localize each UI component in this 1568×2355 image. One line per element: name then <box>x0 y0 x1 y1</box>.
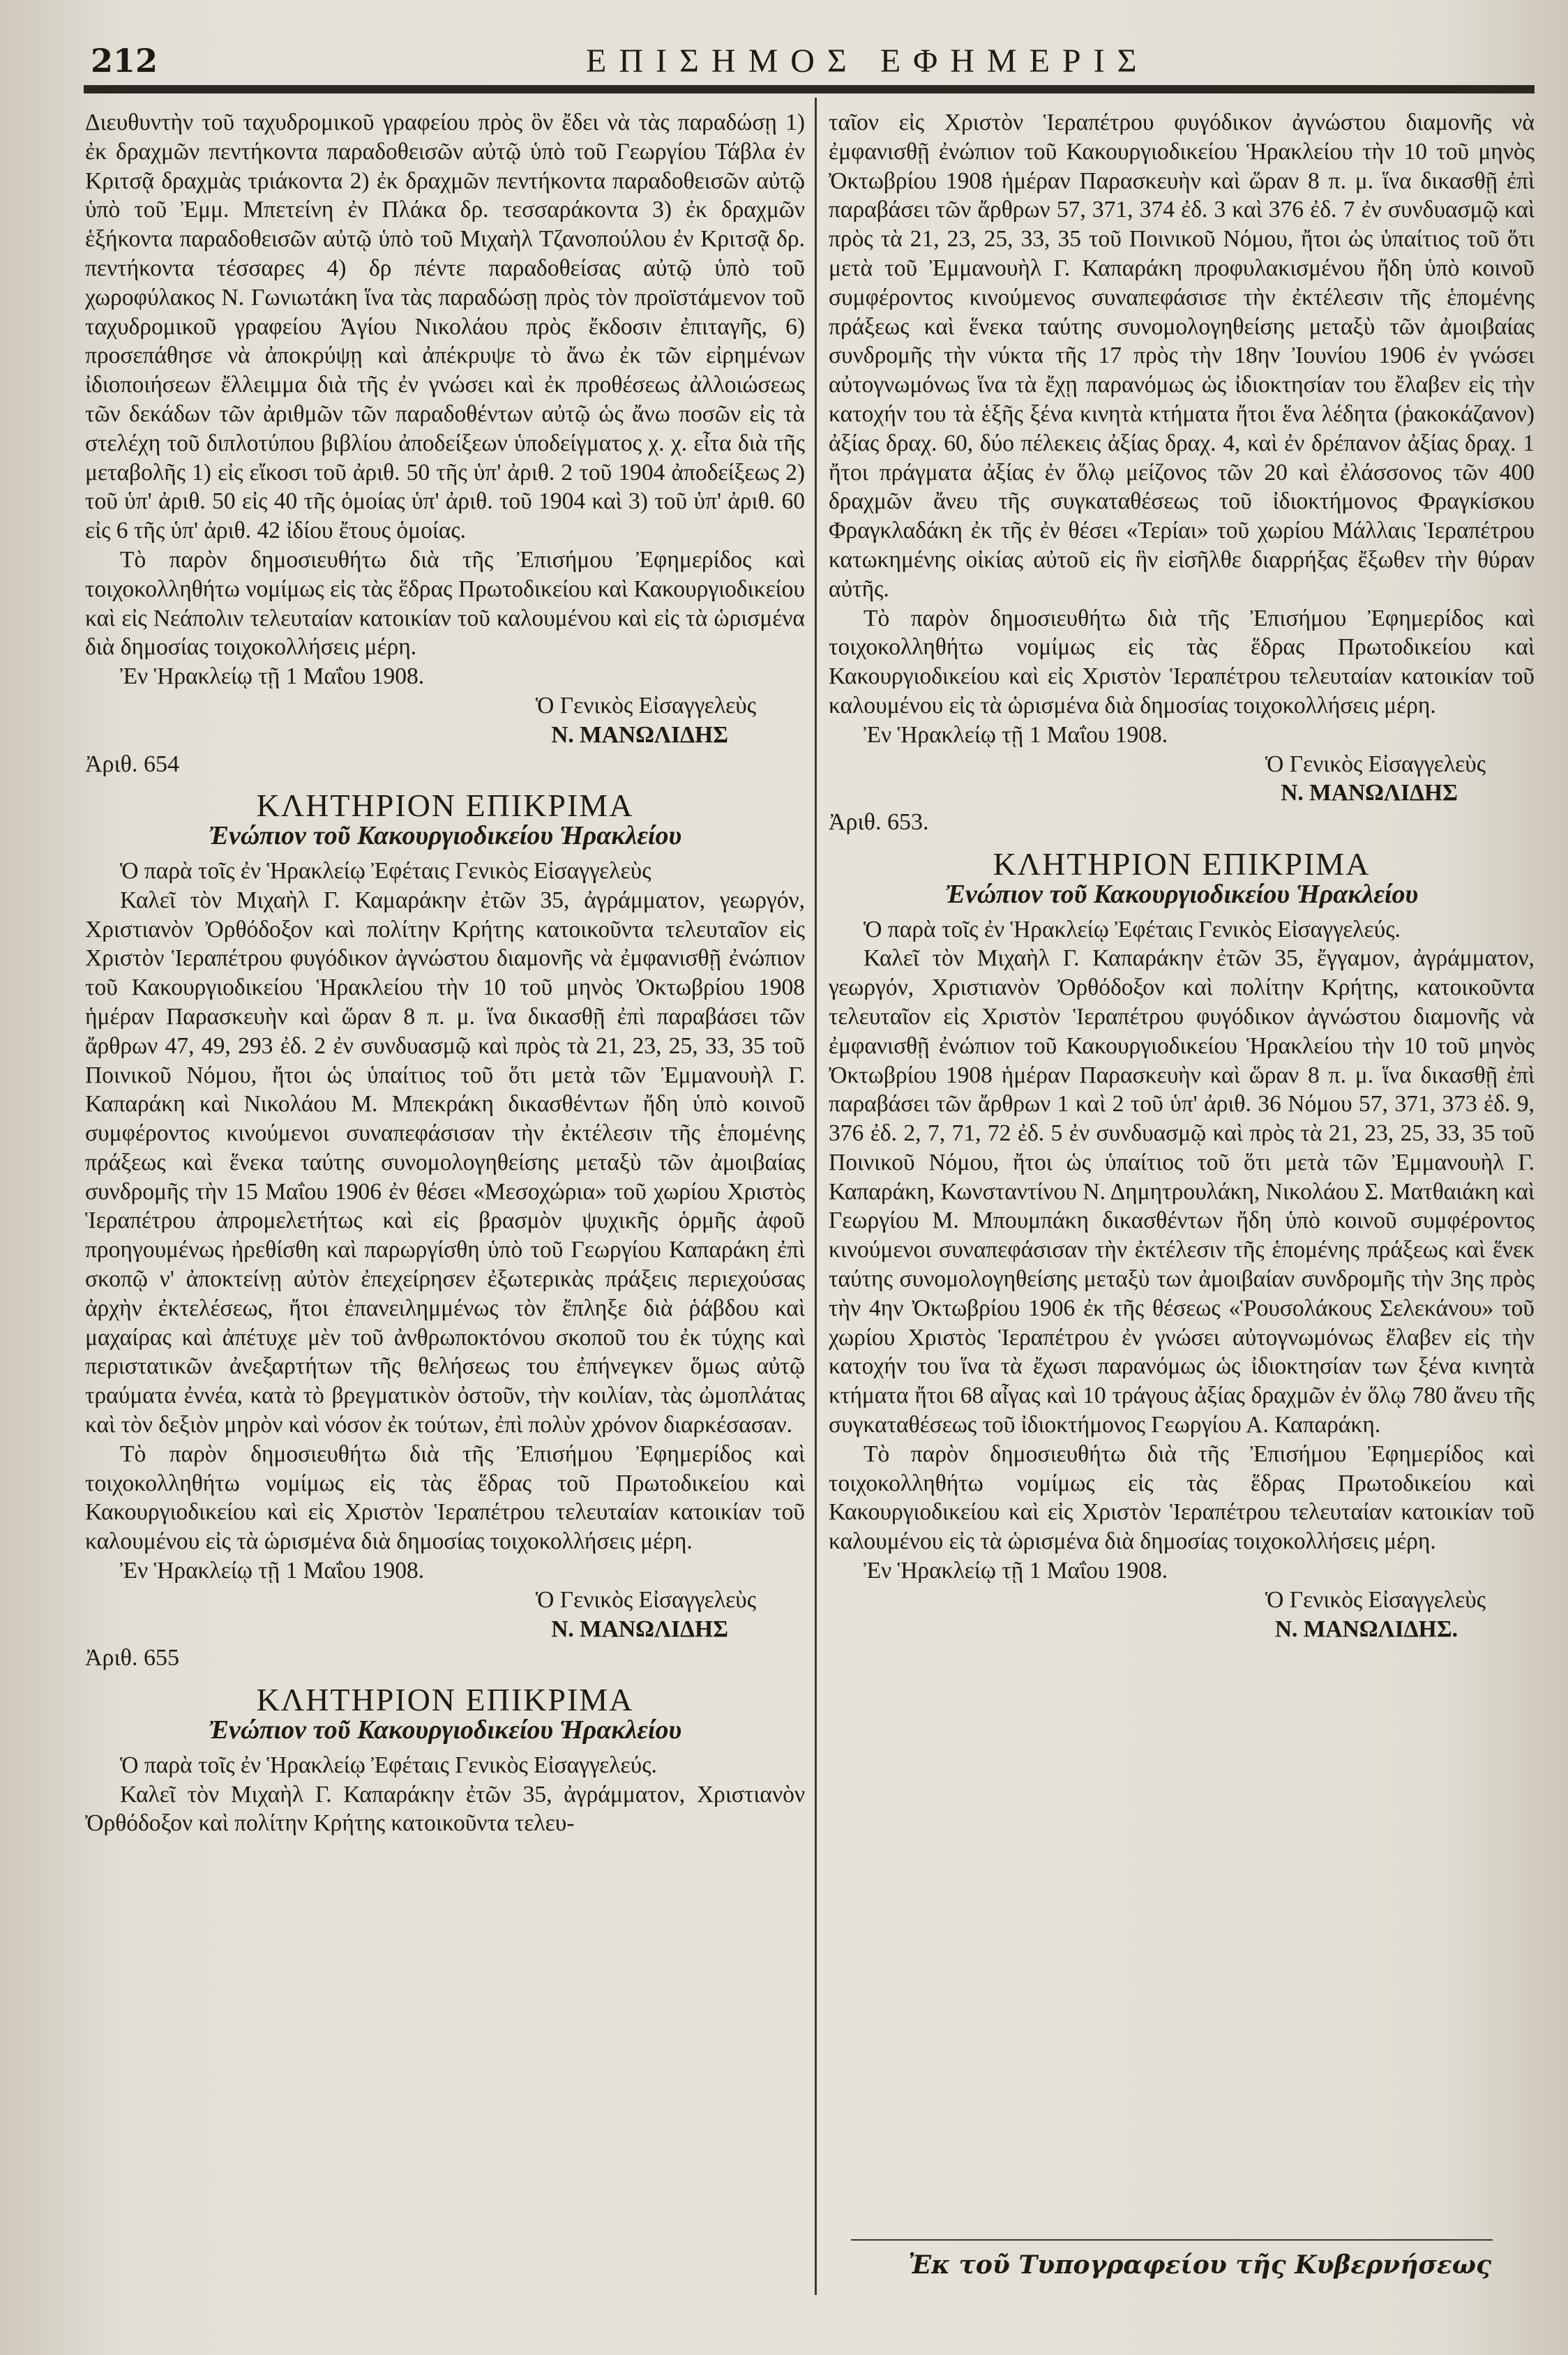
printer-imprint: Ἐκ τοῦ Τυπογραφείου τῆς Κυβερνήσεως <box>908 2250 1491 2280</box>
right-notice-number-653: Ἀριθ. 653. <box>829 809 929 836</box>
right-signature-name-2: Ν. ΜΑΝΩΛΙΔΗΣ. <box>1274 1616 1458 1642</box>
page-header <box>84 28 1521 84</box>
left-column <box>85 108 805 1838</box>
left-signature-name-2: Ν. ΜΑΝΩΛΙΔΗΣ <box>551 1616 728 1642</box>
right-publish-notice-1: Τὸ παρὸν δημοσιευθήτω διὰ τῆς Ἐπισήμου Ἐφημερίδος καὶ τοιχοκολληθήτω νομίμως εἰς τὰς ἕδρας Πρωτοδικείου καὶ Κακουργιοδικείου καὶ εἰς Χριστὸν Ἱεραπέτρου τελευταίαν κατοικίαν τοῦ καλουμένου εἰς τὰ ὡρισμένα διὰ δημοσίας τοιχοκολλήσεις μέρη. <box>829 605 1535 718</box>
right-column <box>829 108 1535 1643</box>
left-court-654: Ἐνώπιον τοῦ Κακουργιοδικείου Ἡρακλείου <box>208 821 682 851</box>
left-notice-heading-655: ΚΛΗΤΗΡΙΟΝ ΕΠΙΚΡΙΜΑ <box>256 1682 634 1718</box>
left-place-date-1: Ἐν Ἡρακλείῳ τῇ 1 Μαΐου 1908. <box>120 663 425 690</box>
left-place-date-2: Ἐν Ἡρακλείῳ τῇ 1 Μαΐου 1908. <box>120 1558 425 1584</box>
left-publish-notice-1: Τὸ παρὸν δημοσιευθήτω διὰ τῆς Ἐπισήμου Ἐφημερίδος καὶ τοιχοκολληθήτω νομίμως εἰς τὰς ἕδρας Πρωτοδικείου καὶ Κακουργιοδικείου καὶ εἰς Νεάπολιν τελευταίαν κατοικίαν τοῦ καλουμένου καὶ εἰς τὰ ὡρισμένα διὰ δημοσίας τοιχοκολλήσεις μέρη. <box>85 546 805 661</box>
left-body-654: Καλεῖ τὸν Μιχαὴλ Γ. Καμαράκην ἐτῶν 35, ἀγράμματον, γεωργόν, Χριστιανὸν Ὀρθόδοξον καὶ πολίτην Κρήτης κατοικοῦντα τελευταῖον εἰς Χριστὸν Ἱεραπέτρου φυγόδικον ἀγνώστου διαμονῆς νὰ ἐμφανισθῇ ἐνώπιον τοῦ Κακουργιοδικείου Ἡρακλείου τὴν 10 τοῦ μηνὸς Ὀκτωβρίου 1908 ἡμέραν Παρασκευὴν καὶ ὥραν 8 π. μ. ἵνα δικασθῇ ἐπὶ παραβάσει τῶν ἄρθρων 47, 49, 293 ἐδ. 2 ἐν συνδυασμῷ καὶ πρὸς τὰ 21, 23, 25, 33, 35 τοῦ Ποινικοῦ Νόμου, ἤτοι ὡς ὑπαίτιος τοῦ ὅτι μετὰ τῶν Ἐμμανουὴλ Γ. Καπαράκη καὶ Νικολάου Μ. Μπεκράκη δικασθέντων ἤδη ὑπὸ κοινοῦ συμφέροντος κινούμενοι συναπεφάσισαν τὴν ἐκτέλεσιν τῆς ἑπομένης πράξεως καὶ ἕνεκα ταύτης συνομολογηθείσης μεταξὺ τῶν ἀμοιβαίας συνδρομῆς τὴν 15 Μαΐου 1906 ἐν θέσει «Μεσοχώρια» τοῦ χωρίου Χριστὸς Ἱεραπέτρου ἀπρομελετήτως καὶ εἰς βρασμὸν ψυχικῆς ὁρμῆς ἀφοῦ προηγουμένως ἠρεθίσθη καὶ παρωργίσθη ὑπὸ τοῦ Γεωργίου Καπαράκη ἐπὶ σκοπῷ ν' ἀποκτείνῃ αὐτὸν ἐπεχείρησεν ἐξωτερικὰς πράξεις περιεχούσας ἀρχὴν ἐκτελέσεως, ἤτοι ἐπανειλημμένως τὸν ἔπληξε διὰ ῥάβδου καὶ μαχαίρας καὶ ἀπέτυχε μὲν τοῦ ἀνθρωποκτόνου σκοποῦ του ἐκ τύχης καὶ περιστατικῶν ἀνεξαρτήτων τῆς θελήσεως του ἐπήνεγκεν ὅμως αὐτῷ τραύματα ἐννέα, κατὰ τὸ βρεγματικὸν ὀστοῦν, τὴν κοιλίαν, τὰς ὠμοπλάτας καὶ τὸν δεξιὸν μηρὸν καὶ νόσον ἐκ τούτων, ἐπὶ πολὺν χρόνον διαρκέσασαν. <box>85 887 805 1438</box>
left-notice-number-654: Ἀριθ. 654 <box>85 751 179 777</box>
column-divider <box>815 98 817 2295</box>
left-signature-role-2: Ὁ Γενικὸς Εἰσαγγελεὺς <box>535 1586 756 1613</box>
right-signature-role-1: Ὁ Γενικὸς Εἰσαγγελεὺς <box>1265 751 1486 777</box>
right-continuation-paragraph: ταῖον εἰς Χριστὸν Ἱεραπέτρου φυγόδικον ἀγνώστου διαμονῆς νὰ ἐμφανισθῇ ἐνώπιον τοῦ Κακουργιοδικείου Ἡρακλείου τὴν 10 τοῦ μηνὸς Ὀκτωβρίου 1908 ἡμέραν Παρασκευὴν καὶ ὥραν 8 π. μ. ἵνα δικασθῇ ἐπὶ παραβάσει τῶν ἄρθρων 57, 371, 374 ἐδ. 3 καὶ 376 ἐδ. 7 ἐν συνδυασμῷ καὶ πρὸς τὰ 21, 23, 25, 33, 35 τοῦ Ποινικοῦ Νόμου, ἤτοι ὡς ὑπαίτιος τοῦ ὅτι μετὰ τοῦ Ἐμμανουὴλ Γ. Καπαράκη προφυλακισμένου ἤδη ὑπὸ κοινοῦ συμφέροντος κινούμενος συναπεφάσισε τὴν ἐκτέλεσιν τῆς ἑπομένης πράξεως καὶ ἕνεκα ταύτης συνομολογηθείσης μεταξὺ τῶν ἀμοιβαίας συνδρομῆς τὴν νύκτα τῆς 17 πρὸς τὴν 18ην Ἰουνίου 1906 ἐν γνώσει αὐτογνωμόνως ἵνα τὰ ἔχῃ παρανόμως ὡς ἰδιοκτησίαν του ἔλαβεν εἰς τὴν κατοχήν του τὰ ἑξῆς ξένα κινητὰ κτήματα ἤτοι ἕνα λέδητα (ῥακοκάζανον) ἀξίας δραχ. 60, δύο πέλεκεις ἀξίας δραχ. 4, καὶ ἐν δρέπανον ἀξίας δραχ. 1 ἤτοι πράγματα ἀξίας ἐν ὅλῳ μείζονος τῶν 20 καὶ ἐλάσσονος τῶν 400 δραχμῶν ἄνευ τῆς συγκαταθέσεως τοῦ ἰδιοκτήμονος Φραγκίσκου Φραγκλαδάκη ἐκ τῆς ἐν θέσει «Τερίαι» τοῦ χωρίου Μάλλαις Ἱεραπέτρου κατωκημένης οἰκίας αὐτοῦ εἰς ἣν εἰσῆλθε διαρρήξας ἔξωθεν τὴν θύραν αὐτῆς. <box>829 110 1535 602</box>
left-publish-notice-2: Τὸ παρὸν δημοσιευθήτω διὰ τῆς Ἐπισήμου Ἐφημερίδος καὶ τοιχοκολληθήτω νομίμως εἰς τὰς ἕδρας τοῦ Πρωτοδικείου καὶ Κακουργιοδικείου καὶ εἰς Χριστὸν Ἱεραπέτρου τελευταίαν κατοικίαν τοῦ καλουμένου εἰς τὰ ὡρισμένα διὰ δημοσίας τοιχοκολλήσεις μέρη. <box>85 1440 805 1555</box>
right-body-653: Καλεῖ τὸν Μιχαὴλ Γ. Καπαράκην ἐτῶν 35, ἔγγαμον, ἀγράμματον, γεωργόν, Χριστιανὸν Ὀρθόδοξον καὶ πολίτην Κρήτης, κατοικοῦντα τελευταῖον εἰς Χριστὸν Ἱεραπέτρου φυγόδικον ἀγνώστου διαμονῆς νὰ ἐμφανισθῇ ἐνώπιον τοῦ Κακουργιοδικείου Ἡρακλείου τὴν 10 τοῦ μηνὸς Ὀκτωβρίου 1908 ἡμέραν Παρασκευὴν καὶ ὥραν 8 π. μ. ἵνα δικασθῇ ἐπὶ παραβάσει τῶν ἄρθρων 1 καὶ 2 τοῦ ὑπ' ἀριθ. 36 Νόμου 57, 371, 373 ἐδ. 9, 376 ἐδ. 2, 7, 71, 72 ἐδ. 5 ἐν συνδυασμῷ καὶ πρὸς τὰ 21, 23, 25, 33, 35 τοῦ Ποινικοῦ Νόμου, ἤτοι ὡς ὑπαίτιος τοῦ ὅτι μετὰ τῶν Ἐμμανουὴλ Γ. Καπαράκη, Κωνσταντίνου Ν. Δημητρουλάκη, Νικολάου Σ. Ματθαιάκη καὶ Γεωργίου Μ. Μπουμπάκη δικασθέντων ἤδη ὑπὸ κοινοῦ συμφέροντος κινούμενοι συναπεφάσισαν τὴν ἐκτέλεσιν τῆς ἑπομένης πράξεως καὶ ἕνεκ ταύτης συνομολογηθείσης μεταξὺ των ἀμοιβαίαν συνδρομῆς τὴν 3ης πρὸς τὴν 4ην Ὀκτωβρίου 1906 ἐκ τῆς θέσεως «Ῥουσολάκους Σελεκάνου» τοῦ χωρίου Χριστὸς Ἱεραπέτρου ἐν γνώσει αὐτογνωμόνως ἔλαβεν εἰς τὴν κατοχήν του ἵνα τὰ ἔχωσι παρανόμως ὡς ἰδιοκτησίαν των ξένα κινητὰ κτήματα ἤτοι 68 αἶγας καὶ 10 τράγους ἀξίας δραχμῶν ἐν ὅλῳ 780 ἄνευ τῆς συγκαταθέσεως τοῦ ἰδιοκτήμονος Γεωργίου Α. Καπαράκη. <box>829 945 1535 1438</box>
left-notice-heading-654: ΚΛΗΤΗΡΙΟΝ ΕΠΙΚΡΙΜΑ <box>256 788 634 824</box>
right-place-date-2: Ἐν Ἡρακλείῳ τῇ 1 Μαΐου 1908. <box>864 1558 1168 1584</box>
left-intro-paragraph: Διευθυντὴν τοῦ ταχυδρομικοῦ γραφείου πρὸς ὃν ἔδει νὰ τὰς παραδώσῃ 1) ἐκ δραχμῶν πεντήκοντα παραδοθεισῶν αὐτῷ ὑπὸ τοῦ Γεωργίου Τάβλα ἐν Κριτσᾷ δραχμὰς τριάκοντα 2) ἐκ δραχμῶν πεντήκοντα παραδοθεισῶν αὐτῷ ὑπὸ τοῦ Ἐμμ. Μπετείνη ἐν Πλάκα δρ. τεσσαράκοντα 3) ἐκ δραχμῶν ἑξήκοντα παραδοθεισῶν αὐτῷ ὑπὸ τοῦ Μιχαὴλ Τζανοπούλου ἐν Κριτσᾷ δρ. πεντήκοντα τέσσαρες 4) δρ πέντε παραδοθείσας αὐτῷ ὑπὸ τοῦ χωροφύλακος Ν. Γωνιωτάκη ἵνα τὰς παραδώσῃ πρὸς τὸν προϊστάμενον τοῦ ταχυδρομικοῦ γραφείου Ἁγίου Νικολάου πρὸς ἔκδοσιν ἐπιταγῆς, 6) προσεπάθησε νὰ ἀποκρύψῃ καὶ ἀπέκρυψε τὸ ἄνω ἐκ τῶν εἰρημένων ἰδιοποιήσεων ἔλλειμμα διὰ τῆς ἐν γνώσει καὶ ἐκ προθέσεως ἀλλοιώσεως τῶν δεκάδων τῶν ἀριθμῶν τῶν παραδοθέντων αὐτῷ ὡς ἄνω ποσῶν εἰς τὰ στελέχη τοῦ διπλοτύπου βιβλίου ἀποδείξεων ὑποδείγματος χ. χ. εἶτα διὰ τῆς μεταβολῆς 1) εἰς εἴκοσι τοῦ ἀριθ. 50 τῆς ὑπ' ἀριθ. 2 τοῦ 1904 ἀποδείξεως 2) τοῦ ὑπ' ἀριθ. 50 εἰς 40 τῆς ὁμοίας ὑπ' ἀριθ. τοῦ 1904 καὶ 3) τοῦ ὑπ' ἀριθ. 60 εἰς 6 τῆς ὑπ' ἀριθ. 42 ἰδίου ἔτους ὁμοίας. <box>85 110 805 544</box>
left-court-655: Ἐνώπιον τοῦ Κακουργιοδικείου Ἡρακλείου <box>208 1715 682 1745</box>
left-issuer-654: Ὁ παρὰ τοῖς ἐν Ἡρακλείῳ Ἐφέταις Γενικὸς Εἰσαγγελεὺς <box>120 857 651 884</box>
journal-title: ΕΠΙΣΗΜΟΣ ΕΦΗΜΕΡΙΣ <box>586 43 1149 80</box>
right-publish-notice-2: Τὸ παρὸν δημοσιευθήτω διὰ τῆς Ἐπισήμου Ἐφημερίδος καὶ τοιχοκολληθήτω νομίμως εἰς τὰς ἕδρας Πρωτοδικείου καὶ Κακουργιοδικείου καὶ εἰς Χριστὸν Ἱεραπέτρου τελευταίαν κατοικίαν τοῦ καλουμένου εἰς τὰ ὡρισμένα διὰ δημοσίας τοιχοκολλήσεις μέρη. <box>829 1440 1535 1555</box>
left-signature-name-1: Ν. ΜΑΝΩΛΙΔΗΣ <box>551 721 728 748</box>
right-signature-name-1: Ν. ΜΑΝΩΛΙΔΗΣ <box>1281 780 1458 806</box>
header-rule <box>84 85 1535 93</box>
right-notice-heading-653: ΚΛΗΤΗΡΙΟΝ ΕΠΙΚΡΙΜΑ <box>993 845 1371 882</box>
right-place-date-1: Ἐν Ἡρακλείῳ τῇ 1 Μαΐου 1908. <box>864 721 1168 748</box>
left-notice-number-655: Ἀριθ. 655 <box>85 1645 179 1671</box>
left-body-655: Καλεῖ τὸν Μιχαὴλ Γ. Καπαράκην ἐτῶν 35, ἀγράμματον, Χριστιανὸν Ὀρθόδοξον καὶ πολίτην Κρήτης κατοικοῦντα τελευ- <box>85 1781 805 1837</box>
left-issuer-655: Ὁ παρὰ τοῖς ἐν Ἡρακλείῳ Ἐφέταις Γενικὸς Εἰσαγγελεύς. <box>120 1752 657 1778</box>
footer-rule <box>851 2239 1493 2241</box>
right-issuer-653: Ὁ παρὰ τοῖς ἐν Ἡρακλείῳ Ἐφέταις Γενικὸς Εἰσαγγελεύς. <box>864 916 1401 942</box>
right-signature-role-2: Ὁ Γενικὸς Εἰσαγγελεὺς <box>1265 1586 1486 1613</box>
page-number: 212 <box>91 42 158 80</box>
left-signature-role-1: Ὁ Γενικὸς Εἰσαγγελεὺς <box>535 692 756 718</box>
right-court-653: Ἐνώπιον τοῦ Κακουργιοδικείου Ἡρακλείου <box>944 879 1419 909</box>
